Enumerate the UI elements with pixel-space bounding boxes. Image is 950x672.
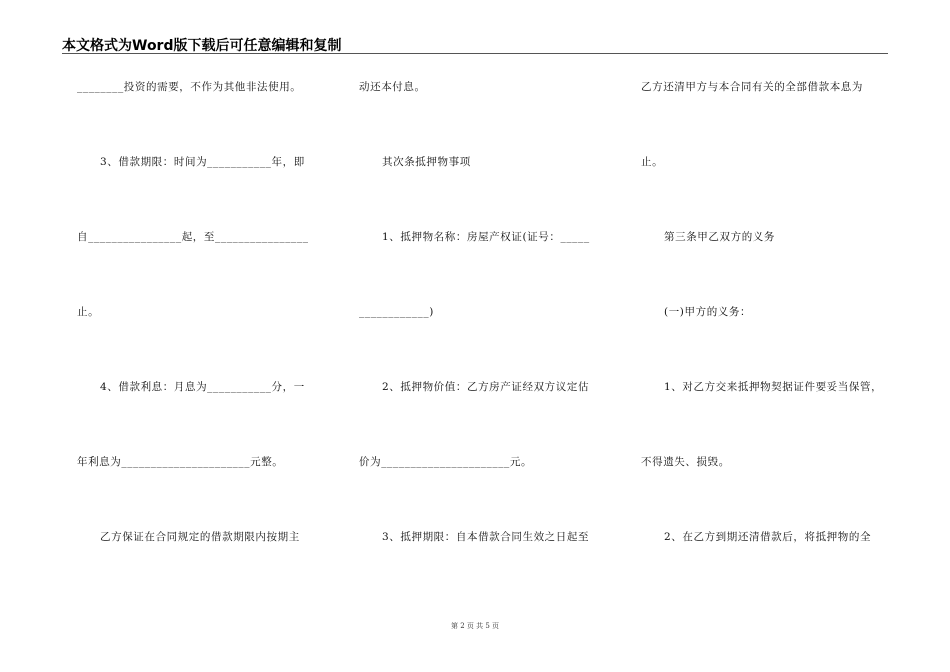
text-line: 年利息为______________________元整。 — [77, 456, 284, 468]
text-line: 不得遗失、损毁。 — [641, 456, 730, 468]
text-line: 止。 — [641, 156, 664, 168]
text-line: 乙方还清甲方与本合同有关的全部借款本息为 — [641, 81, 863, 93]
text-line: ________投资的需要，不作为其他非法使用。 — [77, 81, 302, 93]
text-line: 自________________起，至________________ — [77, 231, 309, 243]
text-line: 其次条抵押物事项 — [382, 156, 471, 168]
text-line: 2、在乙方到期还清借款后，将抵押物的全 — [664, 531, 872, 543]
text-line: 价为______________________元。 — [359, 456, 533, 468]
text-line: 3、抵押期限：自本借款合同生效之日起至 — [382, 531, 590, 543]
text-line: (一)甲方的义务： — [664, 306, 752, 318]
text-line: 1、对乙方交来抵押物契据证件要妥当保管， — [664, 381, 883, 393]
text-line: 乙方保证在合同规定的借款期限内按期主 — [100, 531, 300, 543]
page-number: 第 2 页 共 5 页 — [450, 622, 500, 630]
text-line: ____________) — [359, 306, 434, 318]
text-line: 2、抵押物价值：乙方房产证经双方议定估 — [382, 381, 590, 393]
text-line: 动还本付息。 — [359, 81, 426, 93]
text-line: 3、借款期限：时间为___________年，即 — [100, 156, 305, 168]
document-header-title: 本文格式为Word版下载后可任意编辑和复制 — [62, 38, 342, 54]
text-line: 止。 — [77, 306, 100, 318]
text-line: 4、借款利息：月息为___________分，一 — [100, 381, 305, 393]
text-line: 第三条甲乙双方的义务 — [664, 231, 775, 243]
text-line: 1、抵押物名称：房屋产权证(证号：_____ — [382, 231, 590, 243]
header-divider — [62, 53, 888, 54]
